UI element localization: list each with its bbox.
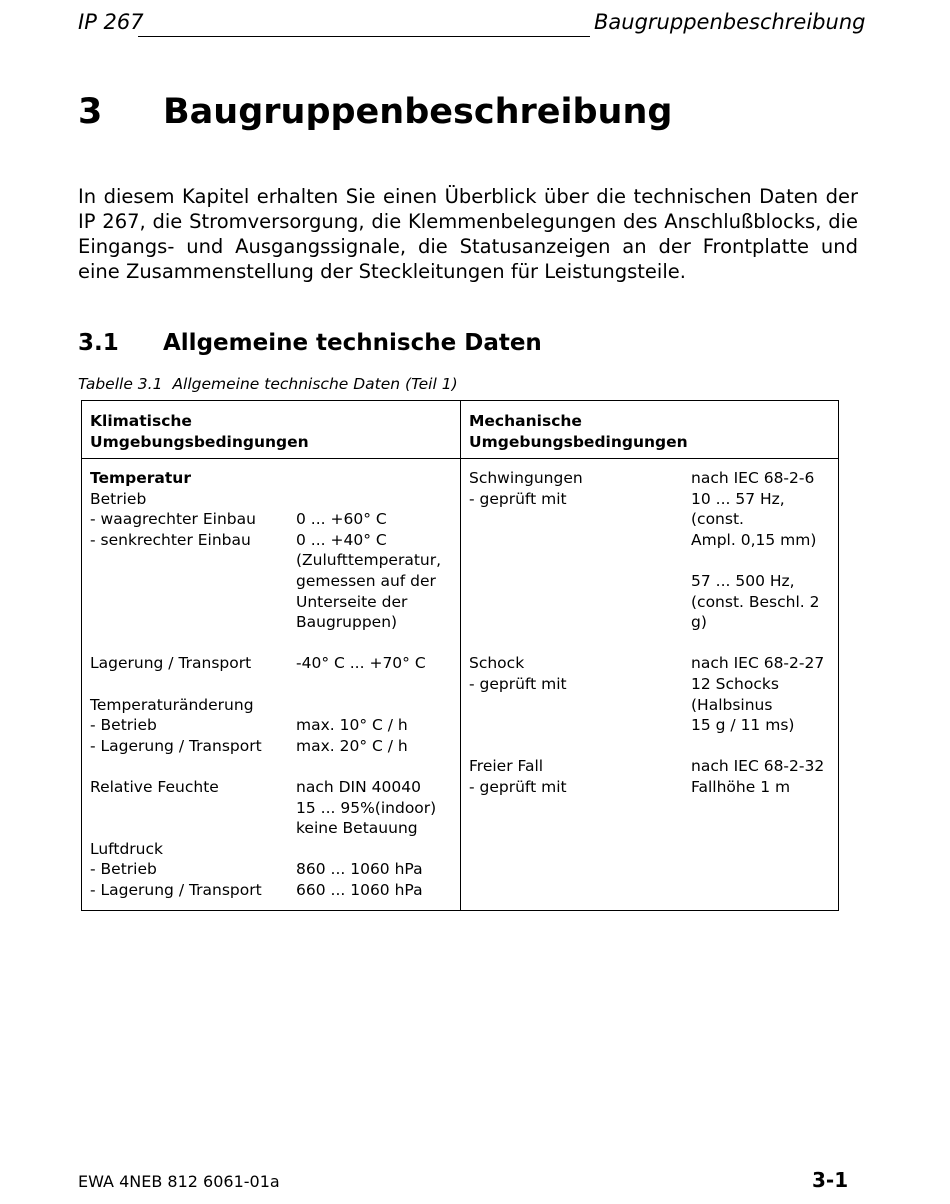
climatic-label: - Betrieb (90, 860, 157, 879)
climatic-label (90, 674, 296, 695)
climatic-row (90, 756, 455, 777)
climatic-value: Baugruppen) (296, 613, 398, 632)
climatic-label (90, 571, 296, 592)
mechanical-conditions-column (469, 468, 837, 798)
mechanical-label (469, 633, 691, 654)
mechanical-row (469, 633, 837, 654)
climatic-value: -40° C ... +70° C (296, 654, 426, 673)
mechanical-label: Schwingungen (469, 469, 583, 487)
mechanical-value: 10 ... 57 Hz, (691, 489, 785, 508)
climatic-row (90, 550, 455, 571)
climatic-row (90, 777, 455, 798)
mechanical-row (469, 653, 837, 674)
climatic-row (90, 530, 455, 551)
climatic-value: nach DIN 40040 (296, 777, 421, 796)
climatic-row (90, 798, 455, 819)
mechanical-value (691, 633, 837, 654)
mechanical-label: - geprüft mit (469, 777, 567, 796)
mechanical-value: Ampl. 0,15 mm) (691, 530, 817, 549)
mechanical-label (469, 550, 691, 571)
table-caption-text: Allgemeine technische Daten (Teil 1) (172, 375, 458, 393)
mechanical-label: Freier Fall (469, 757, 544, 776)
climatic-label: - Lagerung / Transport (90, 736, 262, 755)
mechanical-label: Schock (469, 654, 525, 673)
climatic-value: 0 ... +60° C (296, 510, 387, 529)
climatic-label (90, 798, 296, 819)
climatic-row (90, 736, 455, 757)
climatic-row (90, 674, 455, 695)
climatic-label (90, 550, 296, 571)
mechanical-value: nach IEC 68-2-32 (691, 757, 825, 776)
climatic-value: gemessen auf der (296, 571, 436, 590)
mechanical-value: (Halbsinus (691, 695, 773, 714)
climatic-label: Temperatur (90, 469, 191, 487)
mechanical-row (469, 777, 837, 798)
climatic-row (90, 468, 455, 489)
climatic-row (90, 859, 455, 880)
mechanical-row (469, 756, 837, 777)
climatic-label: - Lagerung / Transport (90, 880, 262, 899)
mechanical-row (469, 468, 837, 489)
mechanical-value (691, 550, 837, 571)
running-header-left: IP 267 (78, 10, 144, 34)
climatic-value: 0 ... +40° C (296, 530, 387, 549)
mechanical-row (469, 592, 837, 633)
climatic-label: Betrieb (90, 489, 147, 508)
climatic-label: Lagerung / Transport (90, 654, 252, 673)
mechanical-row (469, 736, 837, 757)
climatic-row (90, 612, 455, 633)
climatic-row (90, 592, 455, 613)
mechanical-label (469, 592, 691, 633)
mechanical-label (469, 530, 691, 551)
intro-paragraph: In diesem Kapitel erhalten Sie einen Überblick über die technischen Daten der IP 267, die Stromversorgung, die Klemmenbelegungen des Anschlußblocks, die Eingangs- und Ausgangssignale, die Statusanzeigen an der Frontplatte und eine Zusammenstellung der Steckleitungen für Leistungsteile. (78, 185, 858, 283)
mechanical-label (469, 509, 691, 530)
climatic-value: max. 10° C / h (296, 716, 408, 735)
mechanical-value: (const. Beschl. 2 g) (691, 592, 820, 632)
climatic-value (296, 756, 455, 777)
mechanical-row (469, 571, 837, 592)
climatic-value (296, 468, 455, 489)
climatic-value (296, 839, 455, 860)
mechanical-label: - geprüft mit (469, 489, 567, 508)
climatic-value (296, 695, 455, 716)
climatic-label (90, 592, 296, 613)
mechanical-label (469, 695, 691, 716)
climatic-row (90, 839, 455, 860)
mechanical-row (469, 695, 837, 716)
mechanical-value: 12 Schocks (691, 674, 779, 693)
table-header-climatic-line2: Umgebungsbedingungen (90, 432, 309, 451)
climatic-row (90, 880, 455, 901)
climatic-row (90, 509, 455, 530)
mechanical-value (691, 736, 837, 757)
climatic-label (90, 818, 296, 839)
mechanical-row (469, 489, 837, 510)
climatic-label: - Betrieb (90, 716, 157, 735)
mechanical-label (469, 736, 691, 757)
table-header-climatic-line1: Klimatische (90, 412, 192, 430)
climatic-row (90, 715, 455, 736)
climatic-value (296, 633, 455, 654)
technical-data-table (81, 400, 839, 911)
climatic-value: max. 20° C / h (296, 736, 408, 755)
table-header-divider (82, 458, 838, 459)
climatic-row (90, 818, 455, 839)
mechanical-label: - geprüft mit (469, 674, 567, 693)
chapter-number: 3 (78, 92, 103, 132)
climatic-value: 660 ... 1060 hPa (296, 880, 423, 899)
climatic-row (90, 489, 455, 510)
table-header-climatic (90, 411, 450, 452)
section-number: 3.1 (78, 330, 119, 356)
climatic-value: keine Betauung (296, 819, 418, 838)
mechanical-row (469, 715, 837, 736)
table-caption-number: Tabelle 3.1 (78, 375, 163, 393)
running-header-right: Baugruppenbeschreibung (594, 10, 866, 34)
climatic-value: (Zulufttemperatur, (296, 551, 442, 570)
document-number: EWA 4NEB 812 6061-01a (78, 1172, 280, 1191)
mechanical-row (469, 550, 837, 571)
mechanical-label (469, 715, 691, 736)
mechanical-row (469, 509, 837, 530)
climatic-conditions-column (90, 468, 455, 900)
mechanical-row (469, 674, 837, 695)
mechanical-value: nach IEC 68-2-27 (691, 654, 825, 673)
climatic-label: - senkrechter Einbau (90, 530, 251, 549)
climatic-label (90, 633, 296, 654)
table-header-mechanical-line2: Umgebungsbedingungen (469, 432, 688, 451)
mechanical-label (469, 571, 691, 592)
table-caption (78, 375, 458, 393)
chapter-title: Baugruppenbeschreibung (163, 92, 673, 132)
header-rule (138, 36, 590, 37)
climatic-value: 860 ... 1060 hPa (296, 860, 423, 879)
page-number: 3-1 (812, 1168, 849, 1192)
mechanical-value: (const. (691, 510, 744, 529)
climatic-label: - waagrechter Einbau (90, 510, 256, 529)
climatic-label (90, 612, 296, 633)
climatic-row (90, 653, 455, 674)
climatic-label: Relative Feuchte (90, 777, 219, 796)
climatic-value (296, 489, 455, 510)
mechanical-value: 15 g / 11 ms) (691, 716, 795, 735)
mechanical-row (469, 530, 837, 551)
climatic-row (90, 695, 455, 716)
climatic-value (296, 674, 455, 695)
climatic-row (90, 633, 455, 654)
table-header-mechanical (469, 411, 829, 452)
climatic-label: Temperaturänderung (90, 695, 254, 714)
table-column-divider (460, 401, 461, 910)
mechanical-value: nach IEC 68-2-6 (691, 469, 815, 487)
mechanical-value: Fallhöhe 1 m (691, 777, 791, 796)
climatic-row (90, 571, 455, 592)
section-title: Allgemeine technische Daten (163, 330, 542, 356)
climatic-label: Luftdruck (90, 839, 163, 858)
mechanical-value: 57 ... 500 Hz, (691, 571, 795, 590)
table-header-mechanical-line1: Mechanische (469, 412, 582, 430)
climatic-value: Unterseite der (296, 592, 408, 611)
climatic-value: 15 ... 95%(indoor) (296, 798, 437, 817)
climatic-label (90, 756, 296, 777)
